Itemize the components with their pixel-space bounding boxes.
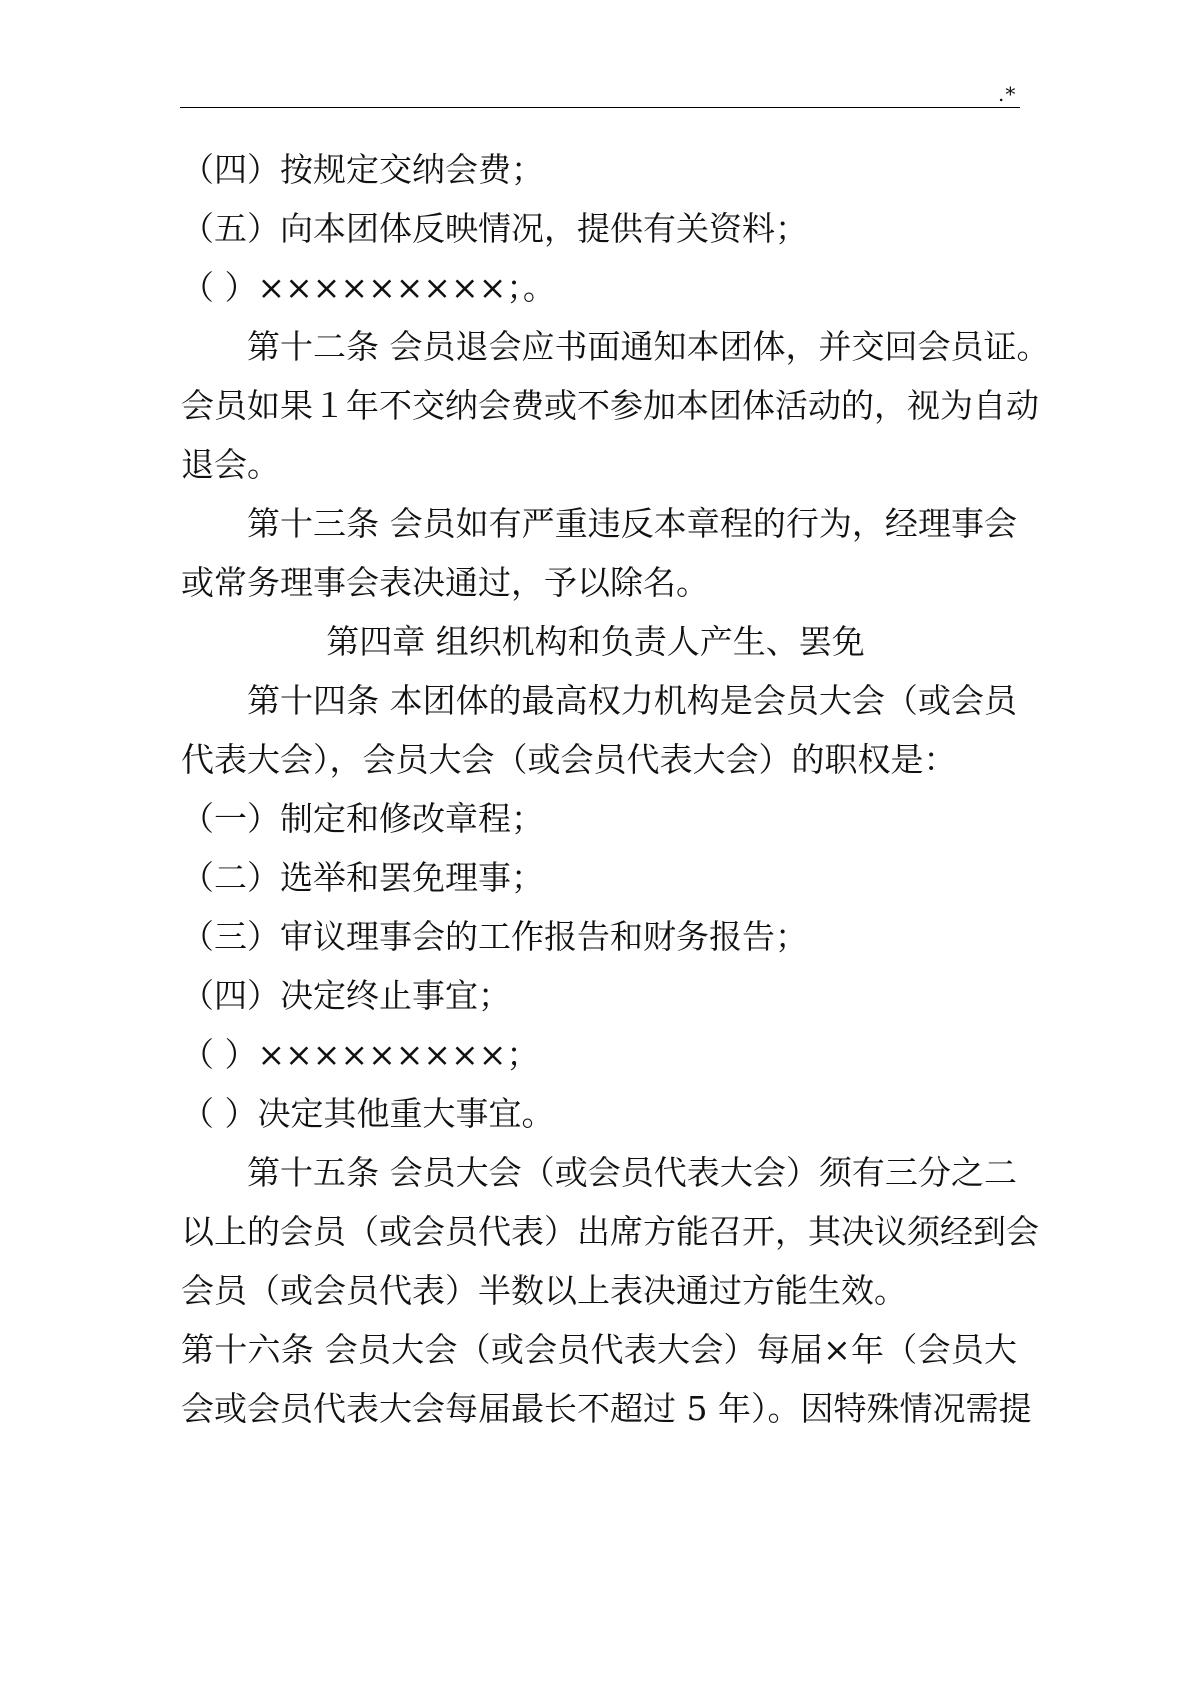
chapter-heading: 第四章 组织机构和负责人产生、罢免	[326, 622, 865, 661]
list-item: （ ）×××××××××；	[181, 1035, 540, 1074]
list-item: （三）审议理事会的工作报告和财务报告；	[181, 917, 808, 956]
article-16-line: 会或会员代表大会每届最长不超过 5 年）。因特殊情况需提	[181, 1389, 1032, 1428]
list-item: （ ）决定其他重大事宜。	[181, 1094, 555, 1133]
article-12-line: 会员如果１年不交纳会费或不参加本团体活动的，视为自动	[181, 386, 1039, 425]
article-15-line: 以上的会员（或会员代表）出席方能召开，其决议须经到会	[181, 1212, 1039, 1251]
list-item: （一）制定和修改章程；	[181, 799, 544, 838]
list-item: （五）向本团体反映情况，提供有关资料；	[181, 209, 808, 248]
article-13-line: 第十三条 会员如有严重违反本章程的行为，经理事会	[247, 504, 1017, 543]
list-item: （ ）×××××××××；。	[181, 268, 556, 307]
article-14-line: 第十四条 本团体的最高权力机构是会员大会（或会员	[247, 681, 1017, 720]
article-14-line: 代表大会），会员大会（或会员代表大会）的职权是：	[181, 740, 957, 779]
list-item: （四）按规定交纳会费；	[181, 150, 544, 189]
article-13-line: 或常务理事会表决通过，予以除名。	[181, 563, 709, 602]
header-mark: .*	[998, 82, 1017, 106]
header-rule	[180, 107, 1020, 108]
list-item: （四）决定终止事宜；	[181, 976, 511, 1015]
list-item: （二）选举和罢免理事；	[181, 858, 544, 897]
article-15-line: 第十五条 会员大会（或会员代表大会）须有三分之二	[247, 1153, 1017, 1192]
article-12-line: 第十二条 会员退会应书面通知本团体，并交回会员证。	[247, 327, 1050, 366]
article-12-line: 退会。	[181, 445, 280, 484]
article-16-line: 第十六条 会员大会（或会员代表大会）每届×年（会员大	[181, 1330, 1017, 1369]
article-15-line: 会员（或会员代表）半数以上表决通过方能生效。	[181, 1271, 907, 1310]
